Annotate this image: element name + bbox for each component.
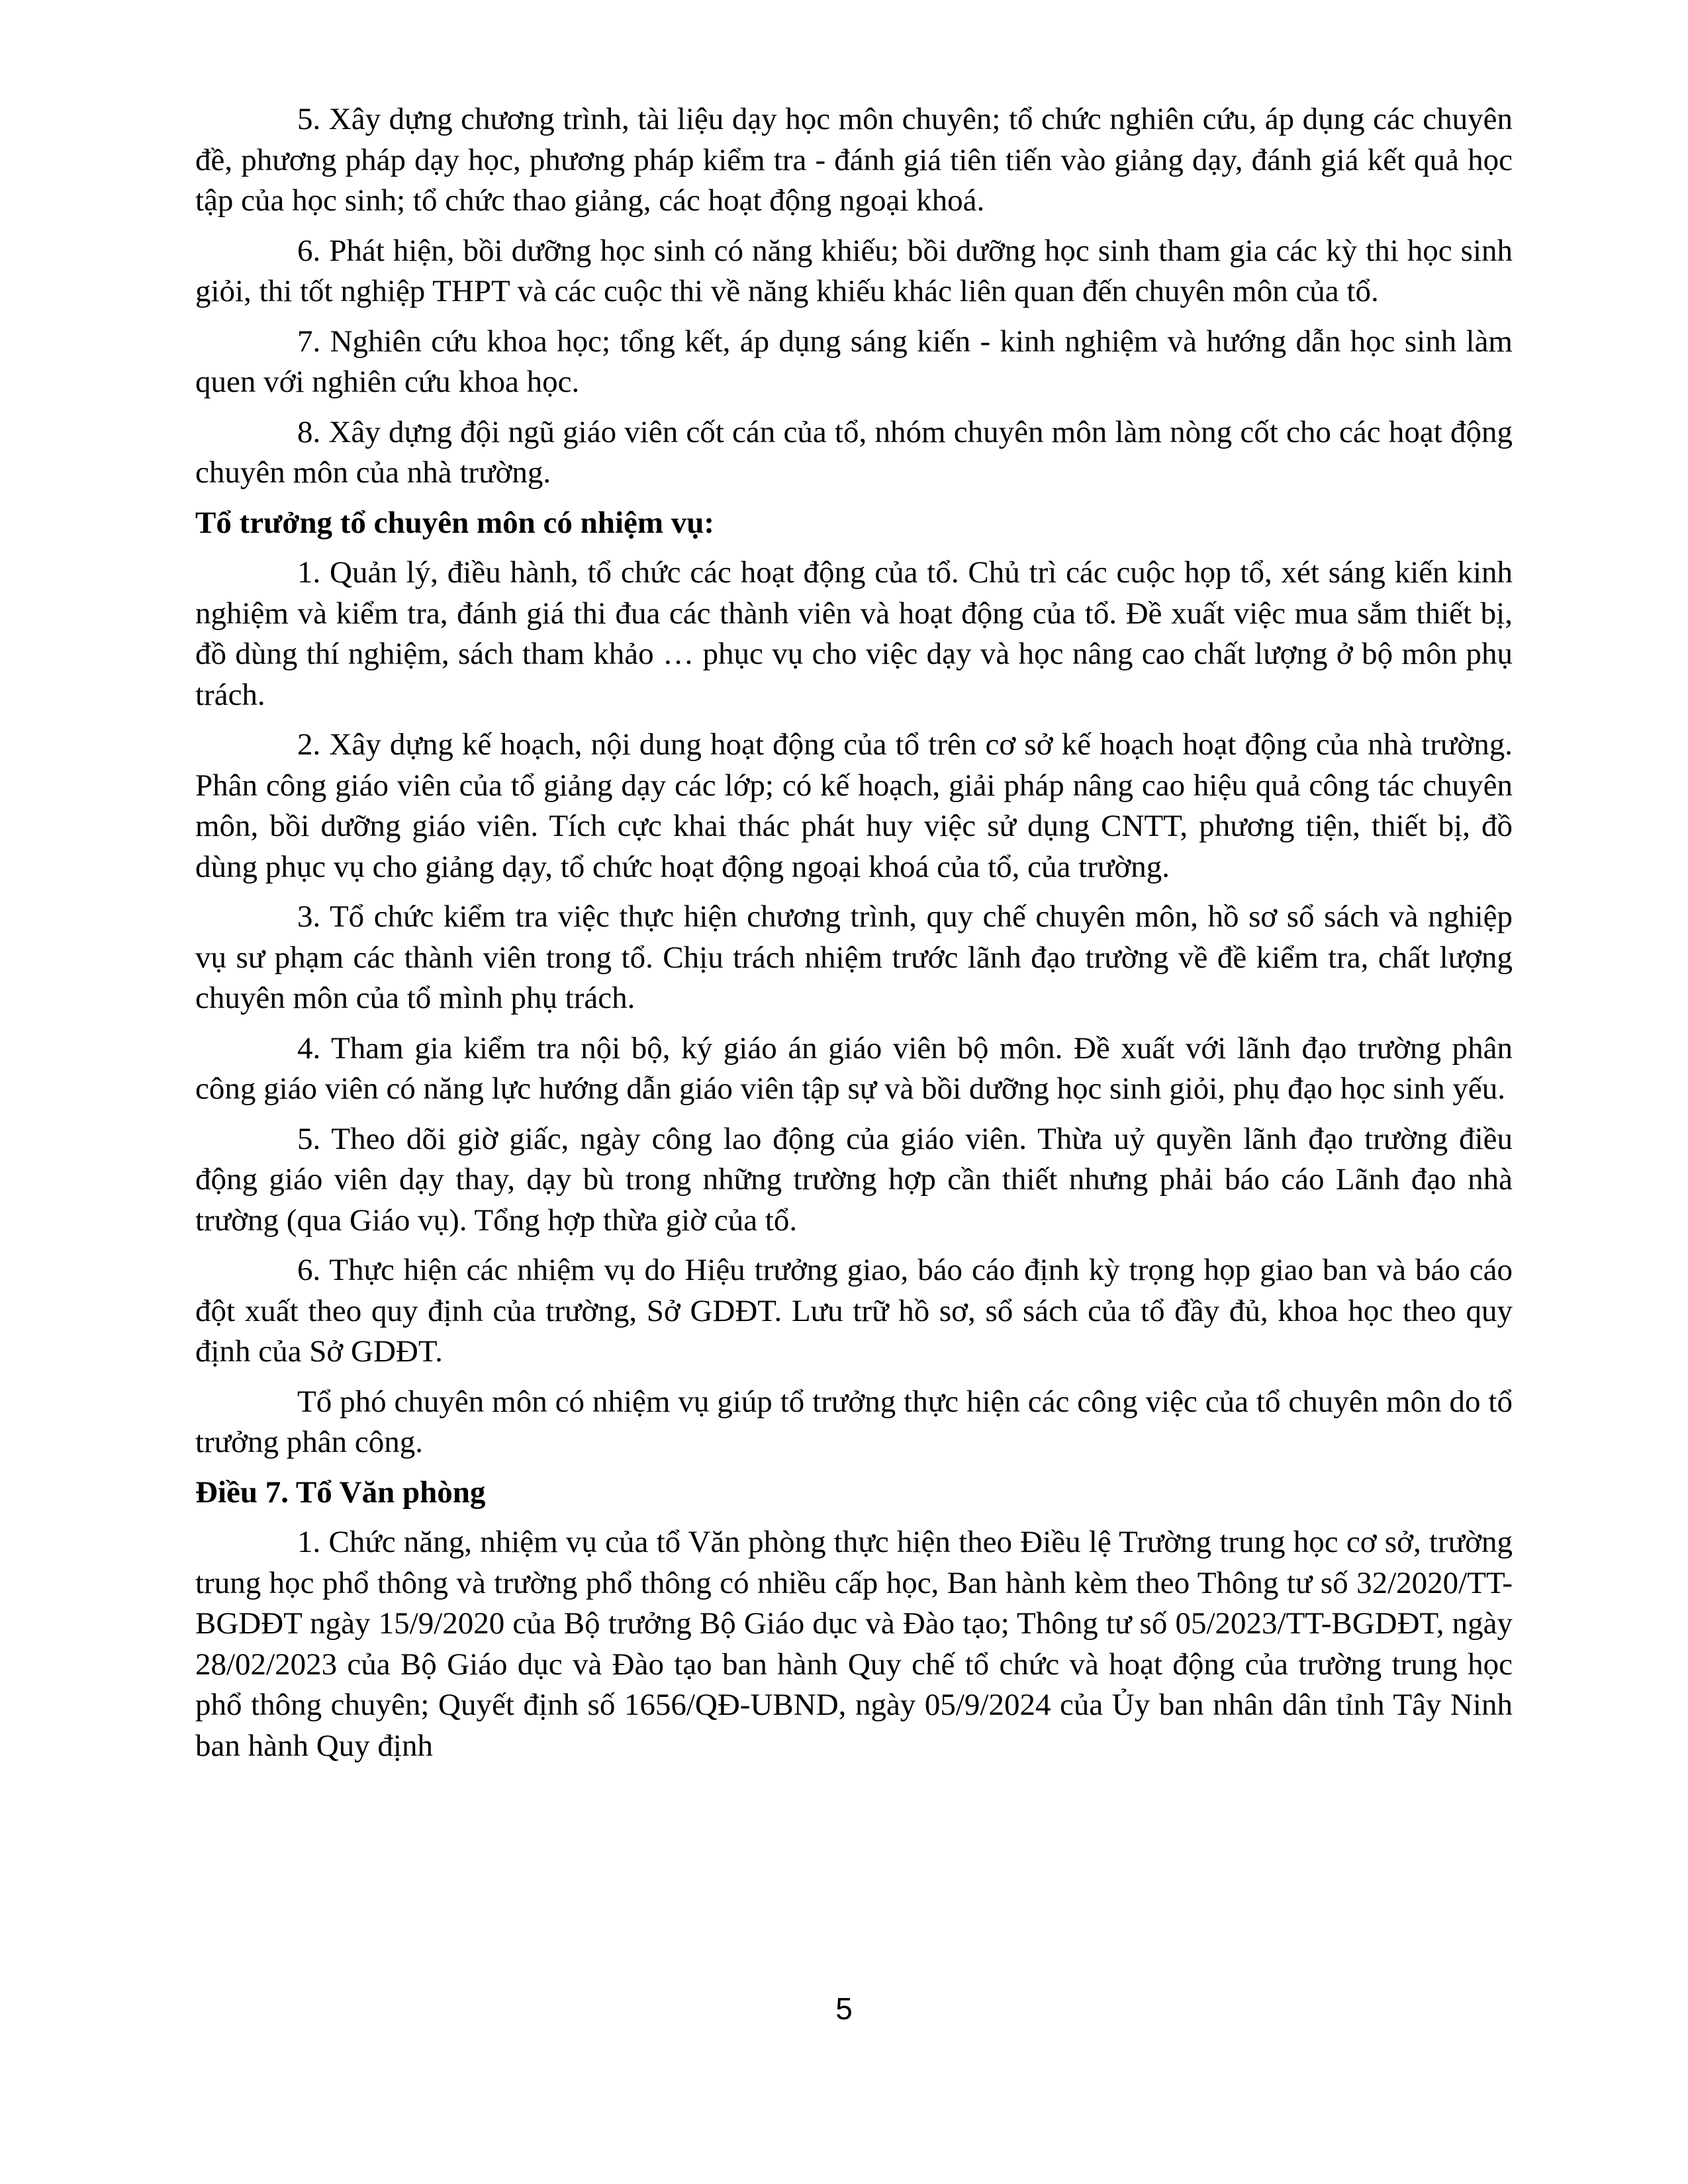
section-heading-department-head: Tổ trưởng tổ chuyên môn có nhiệm vụ: (195, 505, 715, 540)
paragraph-duty-6-reporting: 6. Thực hiện các nhiệm vụ do Hiệu trưởng giao, báo cáo định kỳ trọng họp giao ban và báo cáo đột xuất theo quy định của trường, Sở GDĐT. Lưu trữ hồ sơ, sổ sách của tổ đầy đủ, khoa học theo quy định của Sở GDĐT. (195, 1253, 1513, 1369)
paragraph-deputy-head: Tổ phó chuyên môn có nhiệm vụ giúp tổ trưởng thực hiện các công việc của tổ chuyên môn do tổ trưởng phân công. (195, 1384, 1513, 1459)
paragraph-duty-2-planning: 2. Xây dựng kế hoạch, nội dung hoạt động của tổ trên cơ sở kế hoạch hoạt động của nhà trường. Phân công giáo viên của tổ giảng dạy các lớp; có kế hoạch, giải pháp nâng cao hiệu quả công tác chuyên môn, bồi dưỡng giáo viên. Tích cực khai thác phát huy việc sử dụng CNTT, phương tiện, thiết bị, đồ dùng phục vụ cho giảng dạy, tổ chức hoạt động ngoại khoá của tổ, của trường. (195, 727, 1513, 884)
paragraph-item-8-core-teachers: 8. Xây dựng đội ngũ giáo viên cốt cán của tổ, nhóm chuyên môn làm nòng cốt cho các hoạt động chuyên môn của nhà trường. (195, 414, 1513, 490)
document-page (195, 99, 1513, 1776)
article-heading-dieu-7: Điều 7. Tổ Văn phòng (195, 1475, 486, 1510)
page-number: 5 (835, 1991, 853, 2026)
paragraph-item-6-gifted-students: 6. Phát hiện, bồi dưỡng học sinh có năng khiếu; bồi dưỡng học sinh tham gia các kỳ thi học sinh giỏi, thi tốt nghiệp THPT và các cuộc thi về năng khiếu khác liên quan đến chuyên môn của tổ. (195, 233, 1513, 308)
paragraph-duty-3-inspection: 3. Tổ chức kiểm tra việc thực hiện chương trình, quy chế chuyên môn, hồ sơ sổ sách và nghiệp vụ sư phạm các thành viên trong tổ. Chịu trách nhiệm trước lãnh đạo trường về đề kiểm tra, chất lượng chuyên môn của tổ mình phụ trách. (195, 899, 1513, 1015)
paragraph-duty-4-internal-audit: 4. Tham gia kiểm tra nội bộ, ký giáo án giáo viên bộ môn. Đề xuất với lãnh đạo trường phân công giáo viên có năng lực hướng dẫn giáo viên tập sự và bồi dưỡng học sinh giỏi, phụ đạo học sinh yếu. (195, 1030, 1513, 1106)
paragraph-item-5-curriculum: 5. Xây dựng chương trình, tài liệu dạy học môn chuyên; tổ chức nghiên cứu, áp dụng các chuyên đề, phương pháp dạy học, phương pháp kiểm tra - đánh giá tiên tiến vào giảng dạy, đánh giá kết quả học tập của học sinh; tổ chức thao giảng, các hoạt động ngoại khoá. (195, 102, 1513, 218)
paragraph-duty-5-attendance: 5. Theo dõi giờ giấc, ngày công lao động của giáo viên. Thừa uỷ quyền lãnh đạo trường điều động giáo viên dạy thay, dạy bù trong những trường hợp cần thiết nhưng phải báo cáo Lãnh đạo nhà trường (qua Giáo vụ). Tổng hợp thừa giờ của tổ. (195, 1121, 1513, 1238)
paragraph-duty-1-management: 1. Quản lý, điều hành, tổ chức các hoạt động của tổ. Chủ trì các cuộc họp tổ, xét sáng kiến kinh nghiệm và kiểm tra, đánh giá thi đua các thành viên và hoạt động của tổ. Đề xuất việc mua sắm thiết bị, đồ dùng thí nghiệm, sách tham khảo … phục vụ cho việc dạy và học nâng cao chất lượng ở bộ môn phụ trách. (195, 555, 1513, 712)
paragraph-office-function: 1. Chức năng, nhiệm vụ của tổ Văn phòng thực hiện theo Điều lệ Trường trung học cơ sở, trường trung học phổ thông và trường phổ thông có nhiều cấp học, Ban hành kèm theo Thông tư số 32/2020/TT-BGDĐT ngày 15/9/2020 của Bộ trưởng Bộ Giáo dục và Đào tạo; Thông tư số 05/2023/TT-BGDĐT, ngày 28/02/2023 của Bộ Giáo dục và Đào tạo ban hành Quy chế tổ chức và hoạt động của trường trung học phổ thông chuyên; Quyết định số 1656/QĐ-UBND, ngày 05/9/2024 của Ủy ban nhân dân tỉnh Tây Ninh ban hành Quy định (195, 1525, 1513, 1763)
paragraph-item-7-research: 7. Nghiên cứu khoa học; tổng kết, áp dụng sáng kiến - kinh nghiệm và hướng dẫn học sinh làm quen với nghiên cứu khoa học. (195, 324, 1513, 399)
